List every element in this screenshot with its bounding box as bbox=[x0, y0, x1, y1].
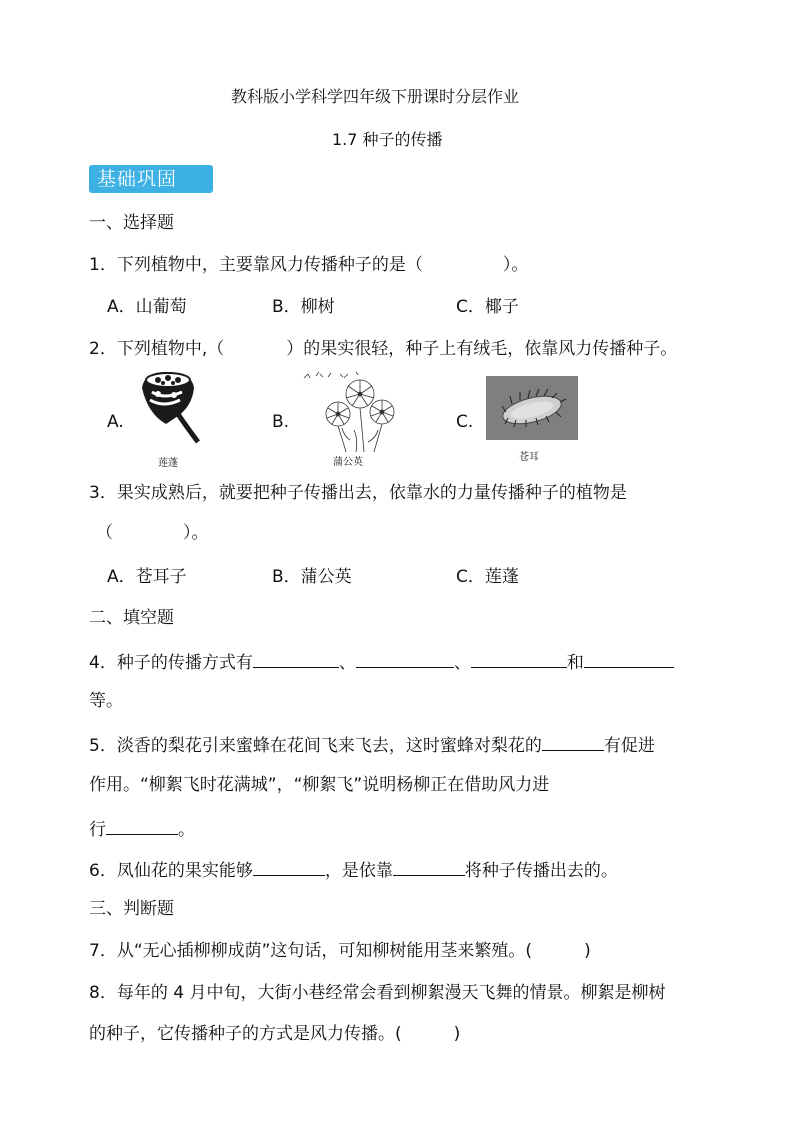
q1-option-b[interactable]: B．柳树 bbox=[272, 297, 335, 317]
question-6-text-end: 将种子传播出去的。 bbox=[464, 861, 618, 881]
question-1-text-end: ）。 bbox=[502, 255, 529, 275]
question-4-line-2: 等。 bbox=[89, 691, 123, 711]
question-5-text-end: 有促进 bbox=[603, 736, 655, 756]
q3-option-b[interactable]: B．蒲公英 bbox=[272, 567, 352, 587]
fill-blank[interactable] bbox=[471, 649, 567, 668]
lesson-title: 1.7 种子的传播 bbox=[332, 130, 443, 149]
question-3-line-1: 3．果实成熟后，就要把种子传播出去，依靠水的力量传播种子的植物是 bbox=[89, 483, 627, 503]
question-8-text: 的种子，它传播种子的方式是风力传播。( bbox=[89, 1024, 402, 1044]
separator: 和 bbox=[566, 653, 584, 673]
q3-option-a[interactable]: A．苍耳子 bbox=[107, 567, 187, 587]
dandelion-image bbox=[298, 368, 408, 454]
paren-close: ) bbox=[584, 941, 591, 961]
q2-option-b[interactable]: B. bbox=[272, 412, 290, 432]
cocklebur-caption: 苍耳 bbox=[519, 452, 539, 463]
section-badge: 基础巩固 bbox=[89, 165, 213, 193]
section-heading-choice: 一、选择题 bbox=[89, 213, 174, 233]
question-5-line-2: 作用。“柳絮飞时花满城”，“柳絮飞”说明杨柳正在借助风力进 bbox=[89, 775, 550, 795]
paren-open: （ bbox=[96, 523, 113, 543]
question-8-line-1: 8．每年的 4 月中旬，大街小巷经常会看到柳絮漫天飞舞的情景。柳絮是柳树 bbox=[89, 983, 666, 1003]
question-5-line-1 bbox=[89, 732, 655, 757]
question-1-text: 1．下列植物中，主要靠风力传播种子的是（ bbox=[89, 255, 423, 275]
cocklebur-image bbox=[486, 376, 578, 440]
q1-option-a[interactable]: A．山葡萄 bbox=[107, 297, 187, 317]
fill-blank[interactable] bbox=[106, 816, 178, 835]
fill-blank[interactable] bbox=[542, 732, 604, 751]
section-heading-judge: 三、判断题 bbox=[89, 899, 174, 919]
question-8-line-2 bbox=[89, 1023, 460, 1045]
q2-option-a[interactable]: A. bbox=[107, 412, 124, 432]
fill-blank[interactable] bbox=[253, 857, 325, 876]
question-7-text: 7．从“无心插柳柳成荫”这句话，可知柳树能用茎来繁殖。( bbox=[89, 941, 533, 961]
question-7 bbox=[89, 940, 591, 962]
separator: 、 bbox=[453, 653, 471, 673]
question-6-text: 6．凤仙花的果实能够 bbox=[89, 861, 253, 881]
fill-blank[interactable] bbox=[253, 649, 339, 668]
fill-blank[interactable] bbox=[356, 649, 454, 668]
question-2-text-end: ）的果实很轻，种子上有绒毛，依靠风力传播种子。 bbox=[286, 339, 678, 359]
question-2 bbox=[89, 338, 677, 360]
section-heading-fill: 二、填空题 bbox=[89, 608, 174, 628]
question-5-text: 行 bbox=[89, 820, 106, 840]
page-title: 教科版小学科学四年级下册课时分层作业 bbox=[231, 87, 520, 106]
fill-blank[interactable] bbox=[393, 857, 465, 876]
question-5-text-end: 。 bbox=[178, 820, 195, 840]
question-1 bbox=[89, 254, 528, 276]
question-4-text: 4．种子的传播方式有 bbox=[89, 653, 253, 673]
lotus-pod-caption: 莲蓬 bbox=[158, 458, 178, 469]
q3-option-c[interactable]: C．莲蓬 bbox=[456, 567, 519, 587]
separator: 、 bbox=[338, 653, 356, 673]
question-6-text: ，是依靠 bbox=[324, 861, 393, 881]
question-2-text: 2．下列植物中,（ bbox=[89, 339, 225, 359]
question-5-text: 5．淡香的梨花引来蜜蜂在花间飞来飞去，这时蜜蜂对梨花的 bbox=[89, 736, 542, 756]
lotus-pod-image bbox=[134, 366, 204, 446]
fill-blank[interactable] bbox=[584, 649, 674, 668]
question-5-line-3 bbox=[89, 816, 195, 841]
question-3-line-2 bbox=[96, 522, 209, 544]
question-6 bbox=[89, 857, 618, 882]
dandelion-caption: 蒲公英 bbox=[333, 457, 363, 468]
q2-option-c[interactable]: C. bbox=[456, 412, 474, 432]
paren-close: ）。 bbox=[183, 523, 209, 543]
question-4 bbox=[89, 649, 674, 674]
q1-option-c[interactable]: C．椰子 bbox=[456, 297, 519, 317]
paren-close: ) bbox=[453, 1024, 461, 1044]
